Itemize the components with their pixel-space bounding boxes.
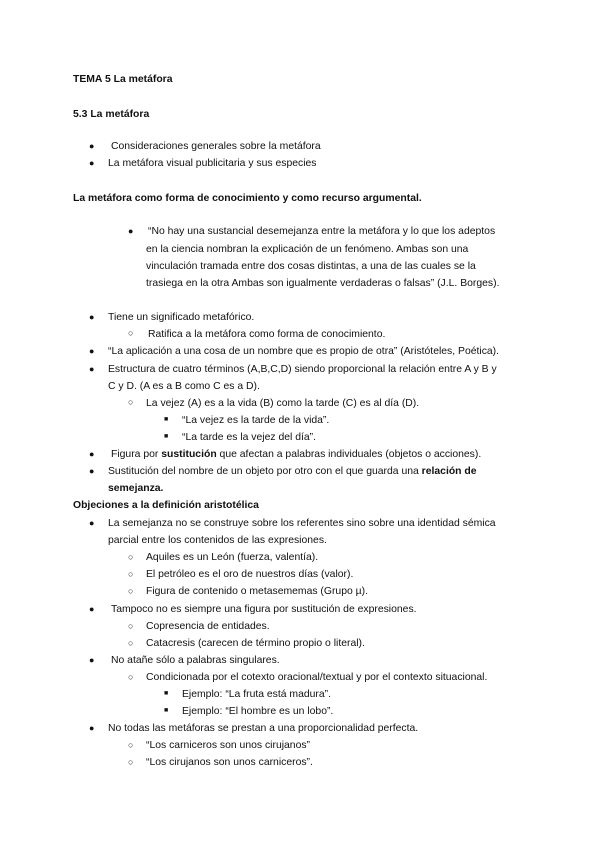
heading-conocimiento: La metáfora como forma de conocimiento y como recurso argumental.	[73, 193, 422, 204]
list-item	[108, 465, 477, 478]
list-item-continuation: C y D. (A es a B como C es a D).	[108, 381, 260, 392]
list-item: La vejez (A) es a la vida (B) como la tarde (C) es al día (D).	[146, 398, 420, 409]
section-heading: 5.3 La metáfora	[73, 109, 150, 120]
list-item: Ejemplo: “La fruta está madura”.	[182, 689, 332, 700]
bullet-circle-icon: ○	[128, 569, 134, 579]
list-item: El petróleo es el oro de nuestros días (valor).	[146, 569, 354, 580]
list-item: No todas las metáforas se prestan a una proporcionalidad perfecta.	[108, 723, 419, 734]
bullet-circle-icon: ○	[128, 397, 134, 407]
bullet-dot-icon: ●	[89, 604, 95, 614]
heading-objeciones: Objeciones a la definición aristotélica	[73, 500, 259, 511]
figura-bold: sustitución	[161, 449, 217, 460]
list-item-continuation: semejanza.	[108, 483, 164, 494]
list-item: La metáfora visual publicitaria y sus especies	[108, 158, 317, 169]
bullet-circle-icon: ○	[128, 552, 134, 562]
list-item	[111, 448, 481, 461]
sust-bold: relación de	[421, 466, 477, 477]
bullet-dot-icon: ●	[89, 312, 95, 322]
figura-post: que afectan a palabras individuales (objetos o acciones).	[216, 449, 482, 460]
list-item: “Los cirujanos son unos carniceros”.	[146, 757, 313, 768]
list-item: “La vejez es la tarde de la vida”.	[182, 415, 330, 426]
list-item: Copresencia de entidades.	[146, 621, 270, 632]
list-item: “La tarde es la vejez del día”.	[182, 432, 316, 443]
list-item: “Los carniceros son unos cirujanos”	[146, 740, 311, 751]
bullet-dot-icon: ●	[89, 141, 95, 151]
list-item: Figura de contenido o metasememas (Grupo µ).	[146, 586, 368, 597]
list-item: Consideraciones generales sobre la metáfora	[111, 141, 321, 152]
bullet-dot-icon: ●	[89, 449, 95, 459]
quote-line: “No hay una sustancial desemejanza entre la metáfora y lo que los adeptos	[148, 226, 496, 237]
list-item: Catacresis (carecen de término propio o literal).	[146, 638, 365, 649]
quote-line: trasiega en la otra Ambas son igualmente verdaderas o falsas” (J.L. Borges).	[146, 278, 500, 289]
list-item: Aquiles es un León (fuerza, valentía).	[146, 552, 319, 563]
bullet-circle-icon: ○	[128, 621, 134, 631]
bullet-circle-icon: ○	[128, 672, 134, 682]
bullet-circle-icon: ○	[128, 586, 134, 596]
bullet-dot-icon: ●	[89, 723, 95, 733]
bullet-circle-icon: ○	[128, 740, 134, 750]
list-item: “La aplicación a una cosa de un nombre que es propio de otra” (Aristóteles, Poética).	[108, 346, 500, 357]
bullet-circle-icon: ○	[128, 328, 134, 338]
list-item-continuation: parcial entre los contenidos de las expresiones.	[108, 535, 327, 546]
list-item: La semejanza no se construye sobre los referentes sino sobre una identidad sémica	[108, 518, 496, 529]
bullet-circle-icon: ○	[128, 638, 134, 648]
bullet-square-icon: ■	[164, 433, 169, 440]
bullet-dot-icon: ●	[89, 346, 95, 356]
list-item: Tampoco no es siempre una figura por sustitución de expresiones.	[111, 604, 417, 615]
bullet-dot-icon: ●	[89, 655, 95, 665]
list-item: Estructura de cuatro términos (A,B,C,D) siendo proporcional la relación entre A y B y	[108, 364, 497, 375]
sust-pre: Sustitución del nombre de un objeto por otro con el que guarda una	[108, 466, 422, 477]
bullet-dot-icon: ●	[128, 226, 134, 236]
bullet-dot-icon: ●	[89, 364, 95, 374]
list-item: No atañe sólo a palabras singulares.	[111, 655, 280, 666]
bullet-dot-icon: ●	[89, 158, 95, 168]
list-item: Condicionada por el cotexto oracional/textual y por el contexto situacional.	[146, 672, 488, 683]
title-tema: TEMA 5 La metáfora	[73, 74, 173, 85]
bullet-square-icon: ■	[164, 416, 169, 423]
bullet-dot-icon: ●	[89, 518, 95, 528]
bullet-circle-icon: ○	[128, 757, 134, 767]
list-item: Ratifica a la metáfora como forma de conocimiento.	[148, 329, 386, 340]
list-item: Tiene un significado metafórico.	[108, 312, 255, 323]
list-item: Ejemplo: “El hombre es un lobo”.	[182, 706, 334, 717]
bullet-dot-icon: ●	[89, 466, 95, 476]
bullet-square-icon: ■	[164, 690, 169, 697]
quote-line: vinculación tramada entre dos cosas distintas, a una de las cuales se la	[146, 261, 476, 272]
quote-line: en la ciencia nombran la explicación de un fenómeno. Ambas son una	[146, 244, 469, 255]
bullet-square-icon: ■	[164, 707, 169, 714]
figura-pre: Figura por	[111, 449, 162, 460]
